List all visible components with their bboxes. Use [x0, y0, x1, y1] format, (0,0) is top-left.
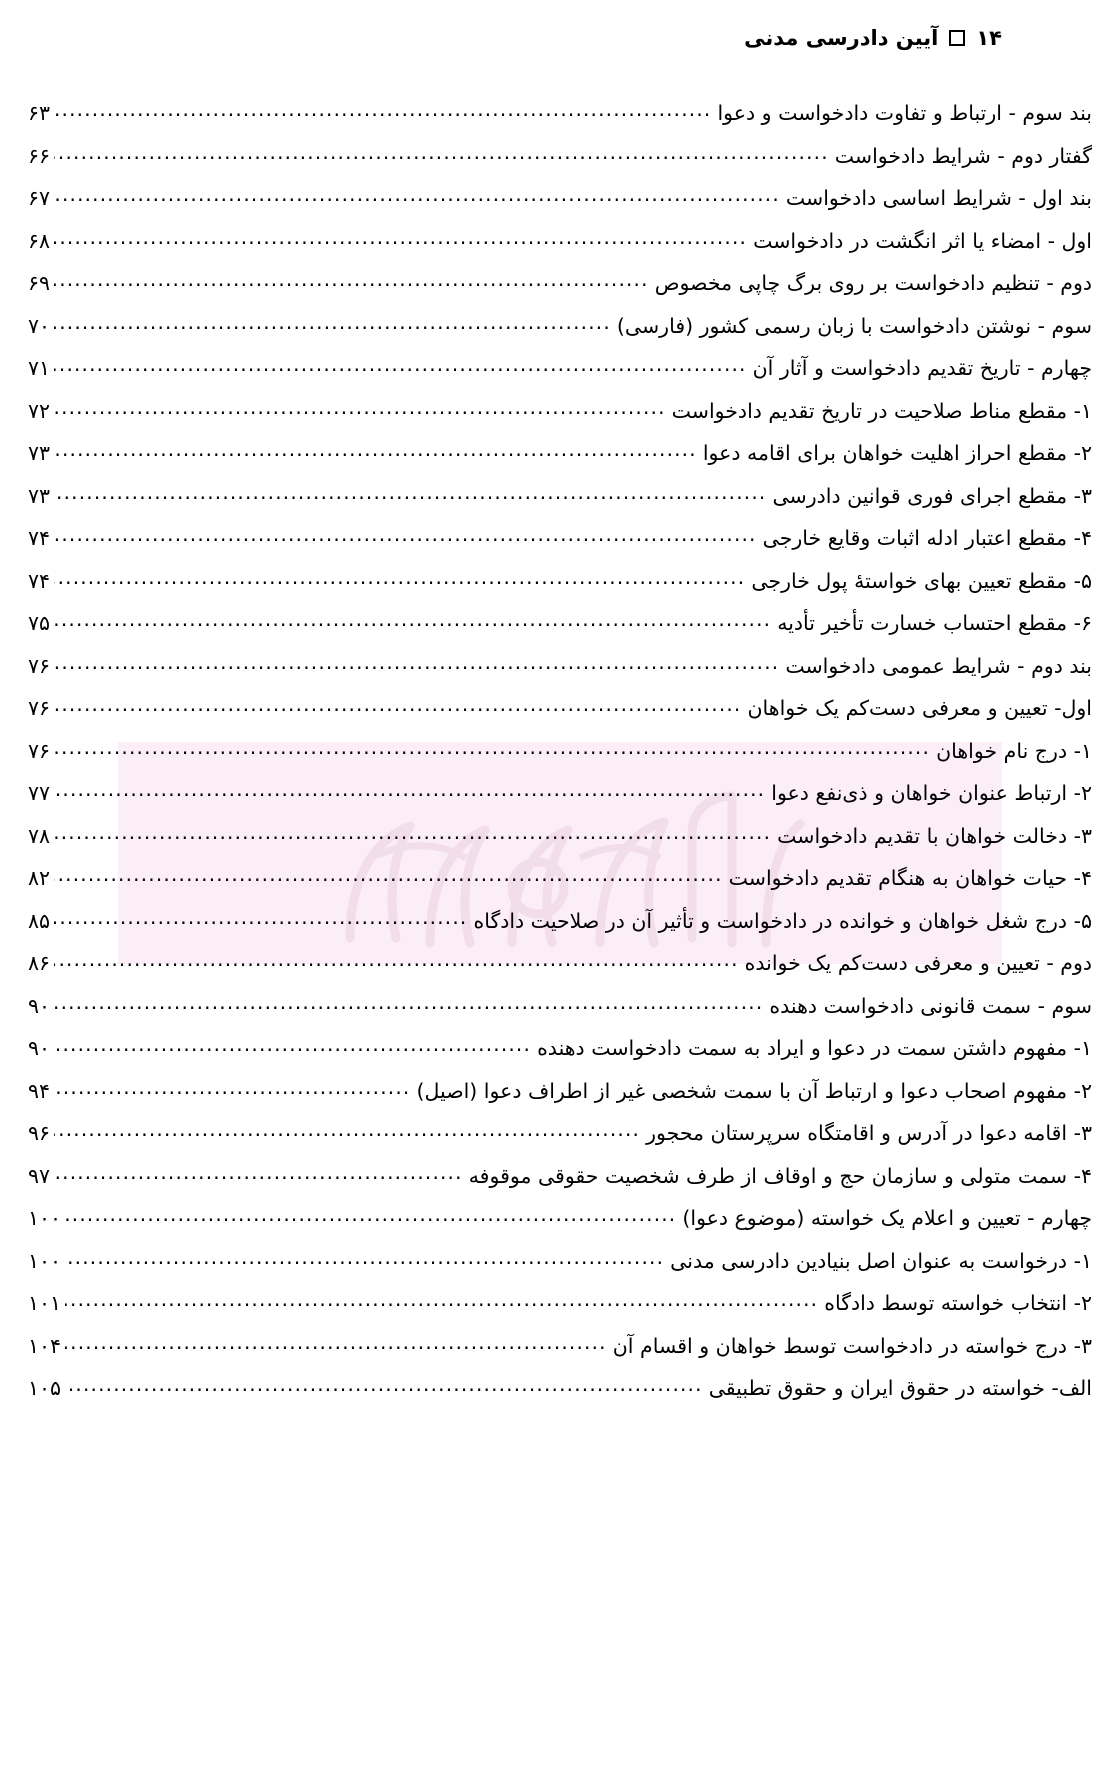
toc-leader-dots — [54, 386, 666, 429]
toc-leader-dots — [54, 1066, 410, 1109]
toc-entry-page-number: ۷۴ — [28, 568, 51, 593]
toc-entry-label: ۲- ارتباط عنوان خواهان و ذی‌نفع دعوا — [771, 781, 1092, 805]
toc-entry-page-number: ۶۸ — [28, 228, 51, 253]
toc-entry[interactable] — [28, 220, 1092, 263]
toc-entry[interactable] — [28, 475, 1092, 518]
toc-leader-dots — [65, 1236, 664, 1279]
toc-entry[interactable] — [28, 1027, 1092, 1070]
toc-entry-page-number: ۷۶ — [28, 696, 51, 720]
toc-entry-label: چهارم - تاریخ تقدیم دادخواست و آثار آن — [752, 356, 1092, 380]
toc-leader-dots — [54, 641, 779, 684]
toc-entry-page-number: ۶۷ — [28, 186, 51, 210]
toc-entry-page-number: ۷۸ — [28, 823, 51, 848]
toc-entry[interactable] — [28, 1325, 1092, 1368]
toc-leader-dots — [54, 471, 766, 514]
toc-entry[interactable] — [28, 305, 1092, 348]
toc-entry[interactable] — [28, 177, 1092, 220]
toc-leader-dots — [54, 258, 649, 301]
toc-leader-dots — [65, 1321, 607, 1364]
toc-leader-dots — [54, 131, 829, 174]
toc-leader-dots — [54, 1151, 463, 1194]
toc-entry-label: ۱- درج نام خواهان — [936, 738, 1092, 763]
toc-leader-dots — [54, 768, 765, 811]
toc-entry-page-number: ۶۶ — [28, 143, 51, 168]
toc-entry-label: ۴- مقطع اعتبار ادله اثبات وقایع خارجی — [762, 526, 1092, 550]
toc-entry-page-number: ۷۳ — [28, 441, 51, 465]
running-title: آیین دادرسی مدنی — [744, 26, 939, 50]
toc-entry-label: گفتار دوم - شرایط دادخواست — [834, 143, 1092, 168]
toc-entry-label: بند دوم - شرایط عمومی دادخواست — [785, 653, 1092, 678]
table-of-contents — [28, 92, 1092, 1410]
toc-entry-page-number: ۷۶ — [28, 653, 51, 678]
toc-entry-label: بند سوم - ارتباط و تفاوت دادخواست و دعوا — [717, 101, 1092, 125]
toc-entry-label: سوم - نوشتن دادخواست با زبان رسمی کشور (فارسی) — [616, 313, 1092, 338]
toc-leader-dots — [54, 216, 747, 259]
toc-leader-dots — [65, 1278, 818, 1321]
toc-entry-page-number: ۷۴ — [28, 526, 51, 550]
toc-entry-page-number: ۱۰۱ — [28, 1291, 62, 1315]
toc-entry[interactable] — [28, 772, 1092, 815]
toc-entry[interactable] — [28, 135, 1092, 178]
toc-leader-dots — [54, 173, 780, 216]
toc-entry-label: ۶- مقطع احتساب خسارت تأخیر تأدیه — [777, 611, 1092, 635]
toc-leader-dots — [54, 556, 745, 599]
running-header — [118, 18, 1002, 58]
toc-entry[interactable] — [28, 1197, 1092, 1240]
toc-entry[interactable] — [28, 730, 1092, 773]
toc-entry[interactable] — [28, 1112, 1092, 1155]
toc-entry-label: ۵- درج شغل خواهان و خوانده در دادخواست و تأثیر آن در صلاحیت دادگاه — [473, 908, 1092, 933]
toc-entry-page-number: ۷۶ — [28, 738, 51, 763]
toc-entry-label: ۳- دخالت خواهان با تقدیم دادخواست — [777, 823, 1092, 848]
toc-entry-page-number: ۱۰۴ — [28, 1333, 62, 1358]
toc-entry[interactable] — [28, 942, 1092, 985]
toc-entry[interactable] — [28, 1282, 1092, 1325]
toc-entry-label: ۲- مفهوم اصحاب دعوا و ارتباط آن با سمت شخصی غیر از اطراف دعوا (اصیل) — [416, 1078, 1092, 1103]
toc-entry-page-number: ۹۴ — [28, 1078, 51, 1103]
toc-entry-page-number: ۶۳ — [28, 101, 51, 125]
toc-entry-page-number: ۹۷ — [28, 1163, 51, 1188]
toc-leader-dots — [54, 853, 723, 896]
toc-entry[interactable] — [28, 687, 1092, 730]
toc-entry[interactable] — [28, 602, 1092, 645]
toc-entry-page-number: ۷۳ — [28, 483, 51, 508]
toc-entry-page-number: ۷۱ — [28, 356, 51, 380]
toc-entry-page-number: ۷۷ — [28, 781, 51, 805]
square-bullet-icon — [949, 30, 965, 46]
toc-entry[interactable] — [28, 92, 1092, 135]
toc-leader-dots — [54, 683, 741, 726]
toc-entry-label: ۲- انتخاب خواسته توسط دادگاه — [824, 1291, 1092, 1315]
toc-entry[interactable] — [28, 985, 1092, 1028]
toc-entry[interactable] — [28, 560, 1092, 603]
toc-leader-dots — [54, 1023, 531, 1066]
toc-entry-label: ۳- درج خواسته در دادخواست توسط خواهان و اقسام آن — [612, 1333, 1092, 1358]
toc-entry-label: دوم - تعیین و معرفی دست‌کم یک خوانده — [744, 951, 1092, 975]
toc-entry-label: دوم - تنظیم دادخواست بر روی برگ چاپی مخصوص — [654, 271, 1092, 295]
toc-leader-dots — [54, 343, 747, 386]
toc-entry[interactable] — [28, 645, 1092, 688]
toc-entry-page-number: ۷۰ — [28, 313, 51, 338]
toc-leader-dots — [54, 938, 739, 981]
toc-leader-dots — [54, 811, 771, 854]
toc-entry[interactable] — [28, 517, 1092, 560]
page-folio-number: ۱۴ — [976, 26, 1002, 50]
toc-leader-dots — [54, 598, 771, 641]
toc-entry[interactable] — [28, 347, 1092, 390]
toc-entry-label: سوم - سمت قانونی دادخواست دهنده — [769, 993, 1092, 1018]
toc-entry-label: ۴- حیات خواهان به هنگام تقدیم دادخواست — [728, 866, 1092, 890]
toc-entry-label: بند اول - شرایط اساسی دادخواست — [785, 186, 1092, 210]
toc-entry-page-number: ۸۲ — [28, 866, 51, 890]
toc-entry-page-number: ۶۹ — [28, 271, 51, 295]
toc-entry-page-number: ۹۰ — [28, 993, 51, 1018]
toc-entry[interactable] — [28, 815, 1092, 858]
toc-entry[interactable] — [28, 390, 1092, 433]
toc-entry-page-number: ۹۶ — [28, 1121, 51, 1145]
toc-entry-label: چهارم - تعیین و اعلام یک خواسته (موضوع دعوا) — [682, 1206, 1092, 1230]
toc-entry[interactable] — [28, 857, 1092, 900]
toc-entry[interactable] — [28, 900, 1092, 943]
toc-leader-dots — [65, 1363, 703, 1406]
toc-entry-label: ۴- سمت متولی و سازمان حج و اوقاف از طرف شخصیت حقوقی موقوفه — [468, 1163, 1092, 1188]
toc-leader-dots — [54, 301, 611, 344]
toc-entry-label: ۱- مفهوم داشتن سمت در دعوا و ایراد به سمت دادخواست دهنده — [537, 1036, 1092, 1060]
toc-entry-label: ۵- مقطع تعیین بهای خواستهٔ پول خارجی — [751, 568, 1092, 593]
toc-entry-label: ۱- مقطع مناط صلاحیت در تاریخ تقدیم دادخواست — [671, 398, 1092, 423]
toc-entry-label: ۳- اقامه دعوا در آدرس و اقامتگاه سرپرستان محجور — [646, 1121, 1092, 1145]
toc-entry[interactable] — [28, 1070, 1092, 1113]
toc-entry[interactable] — [28, 1367, 1092, 1410]
toc-entry[interactable] — [28, 1240, 1092, 1283]
toc-entry-label: الف- خواسته در حقوق ایران و حقوق تطبیقی — [708, 1376, 1092, 1400]
toc-entry-page-number: ۸۶ — [28, 951, 51, 975]
toc-leader-dots — [54, 726, 930, 769]
toc-entry-page-number: ۷۲ — [28, 398, 51, 423]
toc-leader-dots — [54, 1108, 640, 1151]
toc-entry-label: ۱- درخواست به عنوان اصل بنیادین دادرسی مدنی — [670, 1248, 1092, 1273]
toc-leader-dots — [54, 513, 757, 556]
toc-entry-label: ۲- مقطع احراز اهلیت خواهان برای اقامه دعوا — [702, 441, 1092, 465]
toc-entry-page-number: ۷۵ — [28, 611, 51, 635]
toc-entry[interactable] — [28, 262, 1092, 305]
toc-entry[interactable] — [28, 1155, 1092, 1198]
toc-entry[interactable] — [28, 432, 1092, 475]
toc-leader-dots — [54, 88, 711, 131]
toc-entry-label: اول - امضاء یا اثر انگشت در دادخواست — [753, 228, 1092, 253]
toc-entry-page-number: ۱۰۰ — [28, 1206, 62, 1230]
toc-entry-page-number: ۱۰۰ — [28, 1248, 62, 1273]
toc-entry-label: ۳- مقطع اجرای فوری قوانین دادرسی — [772, 483, 1092, 508]
toc-leader-dots — [54, 896, 467, 939]
toc-entry-page-number: ۹۰ — [28, 1036, 51, 1060]
toc-leader-dots — [65, 1193, 676, 1236]
toc-leader-dots — [54, 428, 697, 471]
toc-entry-label: اول- تعیین و معرفی دست‌کم یک خواهان — [747, 696, 1092, 720]
toc-entry-page-number: ۸۵ — [28, 908, 51, 933]
toc-leader-dots — [54, 981, 763, 1024]
toc-entry-page-number: ۱۰۵ — [28, 1376, 62, 1400]
